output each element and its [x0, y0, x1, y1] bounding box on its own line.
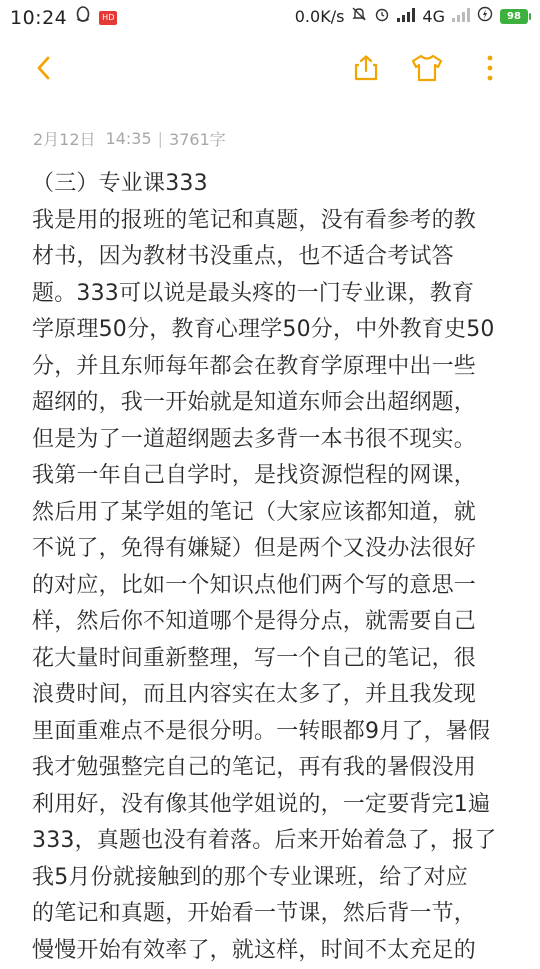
note-line: 材书，因为教材书没重点，也不适合考试答	[32, 239, 512, 276]
note-line: 里面重难点不是很分明。一转眼都9月了，暑假	[32, 714, 512, 751]
more-button[interactable]	[470, 48, 510, 88]
note-line: 333，真题也没有着落。后来开始着急了，报了	[32, 823, 512, 860]
share-button[interactable]	[346, 48, 386, 88]
note-line: 学原理50分，教育心理学50分，中外教育史50	[32, 312, 512, 349]
back-button[interactable]	[24, 48, 64, 88]
note-time: 14:35	[106, 129, 152, 148]
note-toolbar	[0, 40, 540, 96]
theme-button[interactable]	[407, 48, 447, 88]
note-title: （三）专业课333	[32, 166, 512, 203]
note-line: 我5月份就接触到的那个专业课班，给了对应	[32, 860, 512, 897]
chevron-left-icon	[33, 55, 55, 81]
more-vertical-icon	[485, 54, 495, 82]
meta-divider: |	[158, 129, 163, 148]
status-right	[295, 6, 528, 26]
signal-2-icon	[452, 7, 470, 26]
network-type: 4G	[422, 7, 445, 26]
signal-icon	[397, 7, 415, 26]
note-char-count: 3761字	[169, 127, 226, 150]
note-line: 我才勉强整完自己的笔记，再有我的暑假没用	[32, 750, 512, 787]
note-line: 利用好，没有像其他学姐说的，一定要背完1遍	[32, 787, 512, 824]
status-time: 10:24	[10, 7, 67, 29]
status-left	[10, 6, 117, 29]
note-line: 题。333可以说是最头疼的一门专业课，教育	[32, 276, 512, 313]
note-line: 慢慢开始有效率了，就这样，时间不太充足的	[32, 933, 512, 969]
alarm-icon	[374, 6, 390, 26]
note-line: 的对应，比如一个知识点他们两个写的意思一	[32, 568, 512, 605]
net-speed: 0.0K/s	[295, 7, 345, 26]
note-line: 样，然后你不知道哪个是得分点，就需要自己	[32, 604, 512, 641]
note-line: 我第一年自己自学时，是找资源恺程的网课，	[32, 458, 512, 495]
note-line: 但是为了一道超纲题去多背一本书很不现实。	[32, 422, 512, 459]
tshirt-icon	[410, 53, 444, 83]
note-body[interactable]	[32, 166, 512, 969]
share-icon	[351, 53, 381, 83]
note-meta	[33, 127, 226, 150]
mute-icon	[351, 6, 367, 26]
note-line: 超纲的，我一开始就是知道东师会出超纲题，	[32, 385, 512, 422]
note-lines	[32, 203, 512, 969]
note-line: 我是用的报班的笔记和真题，没有看参考的教	[32, 203, 512, 240]
note-line: 然后用了某学姐的笔记（大家应该都知道，就	[32, 495, 512, 532]
note-line: 浪费时间，而且内容实在太多了，并且我发现	[32, 677, 512, 714]
app-badge-icon: HD	[99, 11, 117, 25]
note-line: 花大量时间重新整理，写一个自己的笔记，很	[32, 641, 512, 678]
battery-icon: 98	[500, 9, 528, 24]
qq-icon	[75, 6, 91, 29]
note-date: 2月12日	[33, 127, 96, 150]
status-bar	[0, 0, 540, 36]
charging-icon	[477, 6, 493, 26]
note-line: 的笔记和真题，开始看一节课，然后背一节，	[32, 896, 512, 933]
note-line: 不说了，免得有嫌疑）但是两个又没办法很好	[32, 531, 512, 568]
note-line: 分，并且东师每年都会在教育学原理中出一些	[32, 349, 512, 386]
